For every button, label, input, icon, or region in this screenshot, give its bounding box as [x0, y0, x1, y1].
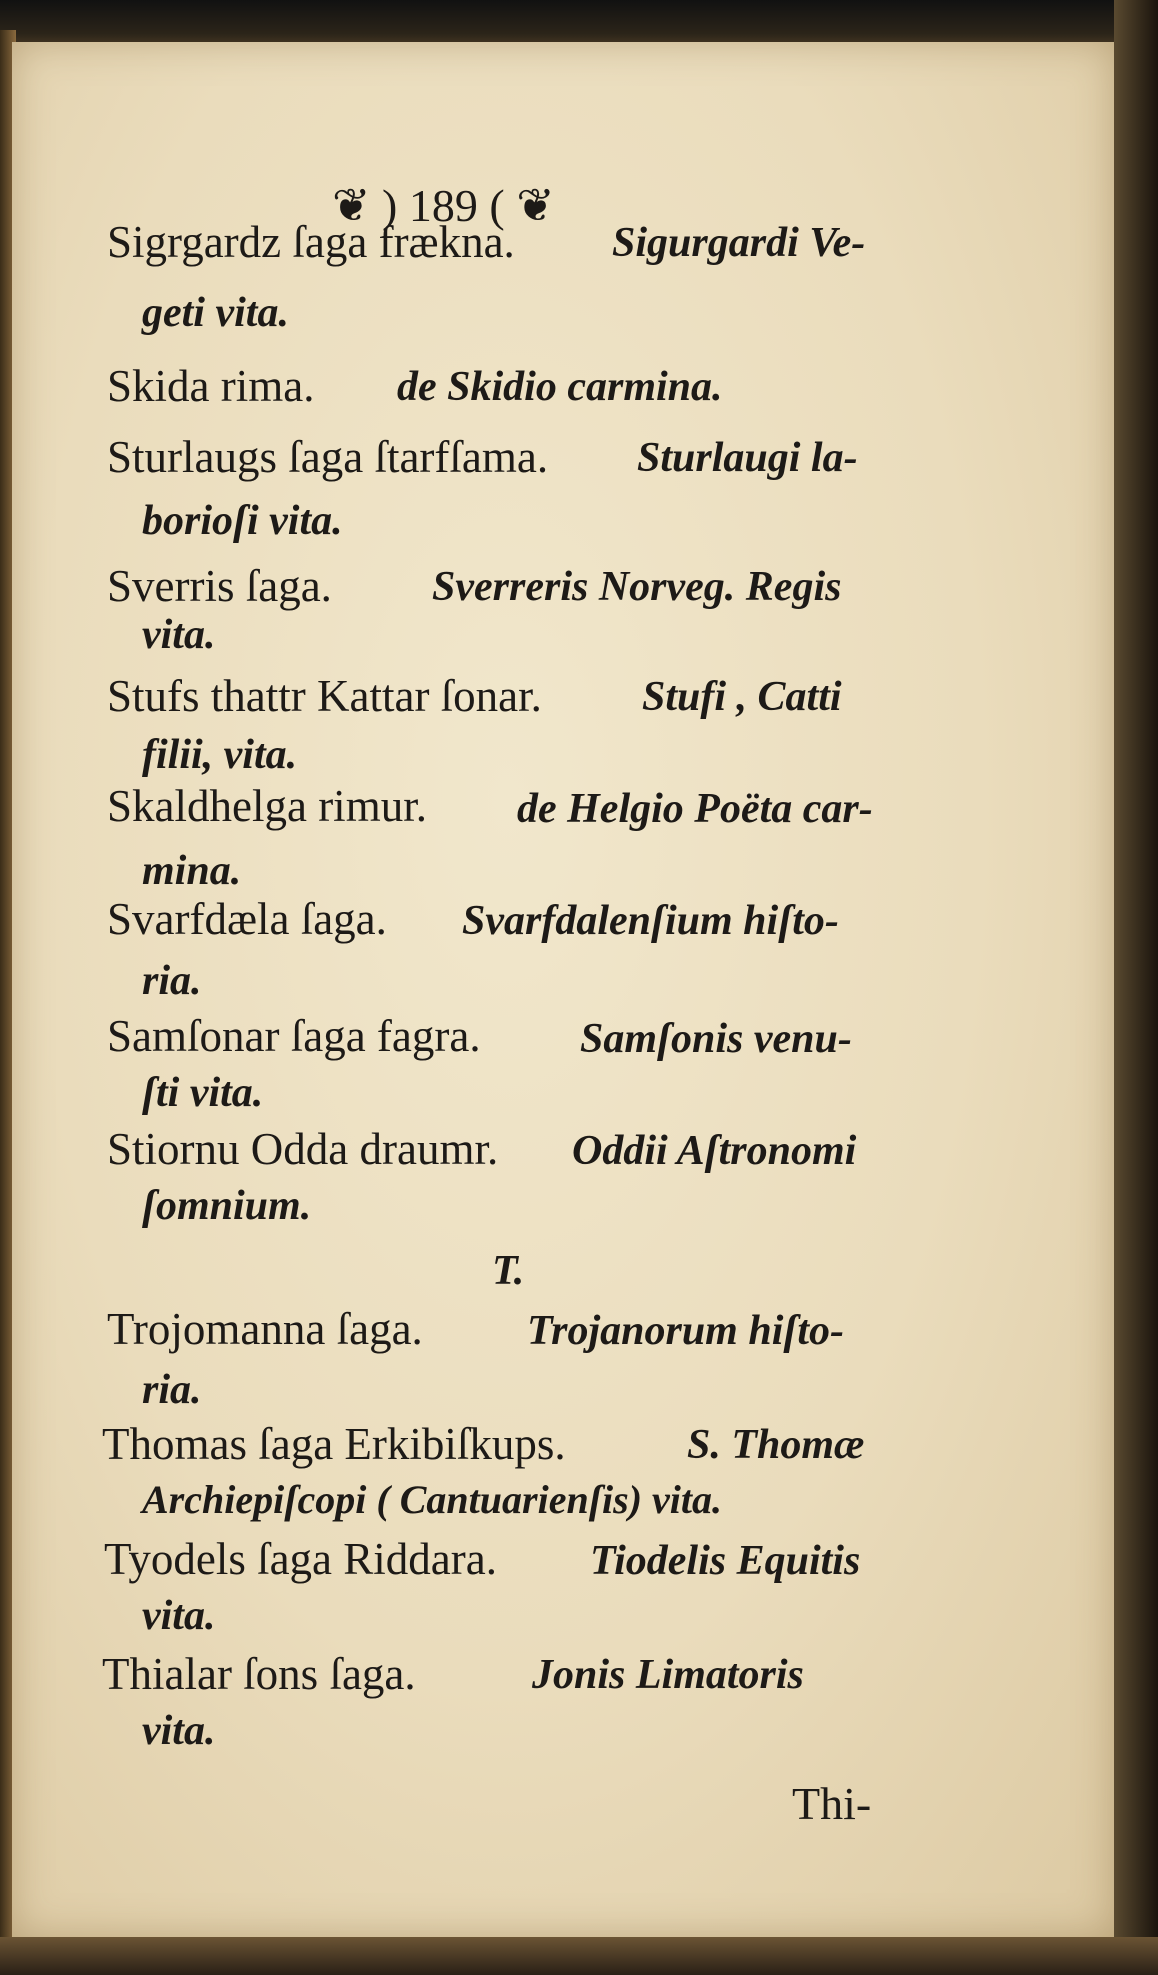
entry-title: Stufs thattr Kattar ſonar.	[107, 671, 542, 721]
entry-title: Stiornu Odda draumr.	[107, 1124, 499, 1174]
entry-latin: Trojanorum hiſto-	[527, 1308, 845, 1354]
entry-latin-cont: borioſi vita.	[142, 498, 343, 544]
entry-latin: Stufi , Catti	[642, 674, 842, 720]
entry-title: Thomas ſaga Erkibiſkups.	[102, 1419, 566, 1469]
entry-latin-cont: ria.	[142, 958, 202, 1004]
header-paren-right: (	[489, 180, 505, 231]
entry-latin: Sverreris Norveg. Regis	[432, 564, 842, 610]
entry-latin: Tiodelis Equitis	[590, 1538, 861, 1584]
entry-title: Sturlaugs ſaga ſtarfſama.	[107, 432, 549, 482]
entry-latin: Svarfdalenſium hiſto-	[462, 898, 839, 944]
entry-latin-cont: ſomnium.	[142, 1183, 312, 1229]
entry-title: Trojomanna ſaga.	[107, 1304, 423, 1354]
entry-latin: Sigurgardi Ve-	[612, 220, 866, 266]
header-paren-left: )	[382, 180, 398, 231]
entry-latin-cont: vita.	[142, 1708, 216, 1754]
entry-latin: de Skidio carmina.	[397, 364, 723, 410]
entry-title: Tyodels ſaga Riddara.	[104, 1534, 497, 1584]
scan-bottom-border	[0, 1937, 1158, 1975]
entry-latin: Jonis Limatoris	[532, 1652, 804, 1698]
ornament-left-icon: ❦	[332, 180, 371, 231]
entry-latin-cont: geti vita.	[142, 290, 289, 336]
entry-title: Samſonar ſaga fagra.	[107, 1011, 481, 1061]
catchword: Thi-	[792, 1778, 872, 1829]
entry-latin-cont: filii, vita.	[142, 732, 298, 778]
entry-latin: Sturlaugi la-	[637, 435, 858, 481]
entry-latin-cont: vita.	[142, 612, 216, 658]
scan-right-border	[1114, 0, 1158, 1975]
entry-latin-cont: vita.	[142, 1593, 216, 1639]
entry-title: Skaldhelga rimur.	[107, 781, 427, 831]
entry-latin: de Helgio Poëta car-	[517, 786, 873, 832]
entry-title: Svarfdæla ſaga.	[107, 894, 387, 944]
ornament-right-icon: ❦	[516, 180, 555, 231]
book-page	[12, 42, 1114, 1937]
entry-latin-cont: mina.	[142, 848, 242, 894]
section-letter: T.	[492, 1248, 525, 1294]
entry-latin-cont: ria.	[142, 1367, 202, 1413]
entry-latin-cont: ſti vita.	[142, 1070, 264, 1116]
entry-title: Sverris ſaga.	[107, 561, 332, 611]
entry-title: Sigrgardz ſaga frækna.	[107, 217, 515, 267]
entry-title: Thialar ſons ſaga.	[102, 1649, 416, 1699]
entry-latin: Oddii Aſtronomi	[572, 1128, 857, 1174]
page-number: 189	[408, 180, 478, 231]
entry-latin: Samſonis venu-	[580, 1016, 852, 1062]
scan-top-border	[0, 0, 1158, 48]
entry-title: Skida rima.	[107, 361, 315, 411]
entry-latin-cont: Archiepiſcopi ( Cantuarienſis) vita.	[142, 1477, 722, 1522]
entry-latin: S. Thomæ	[687, 1422, 865, 1468]
